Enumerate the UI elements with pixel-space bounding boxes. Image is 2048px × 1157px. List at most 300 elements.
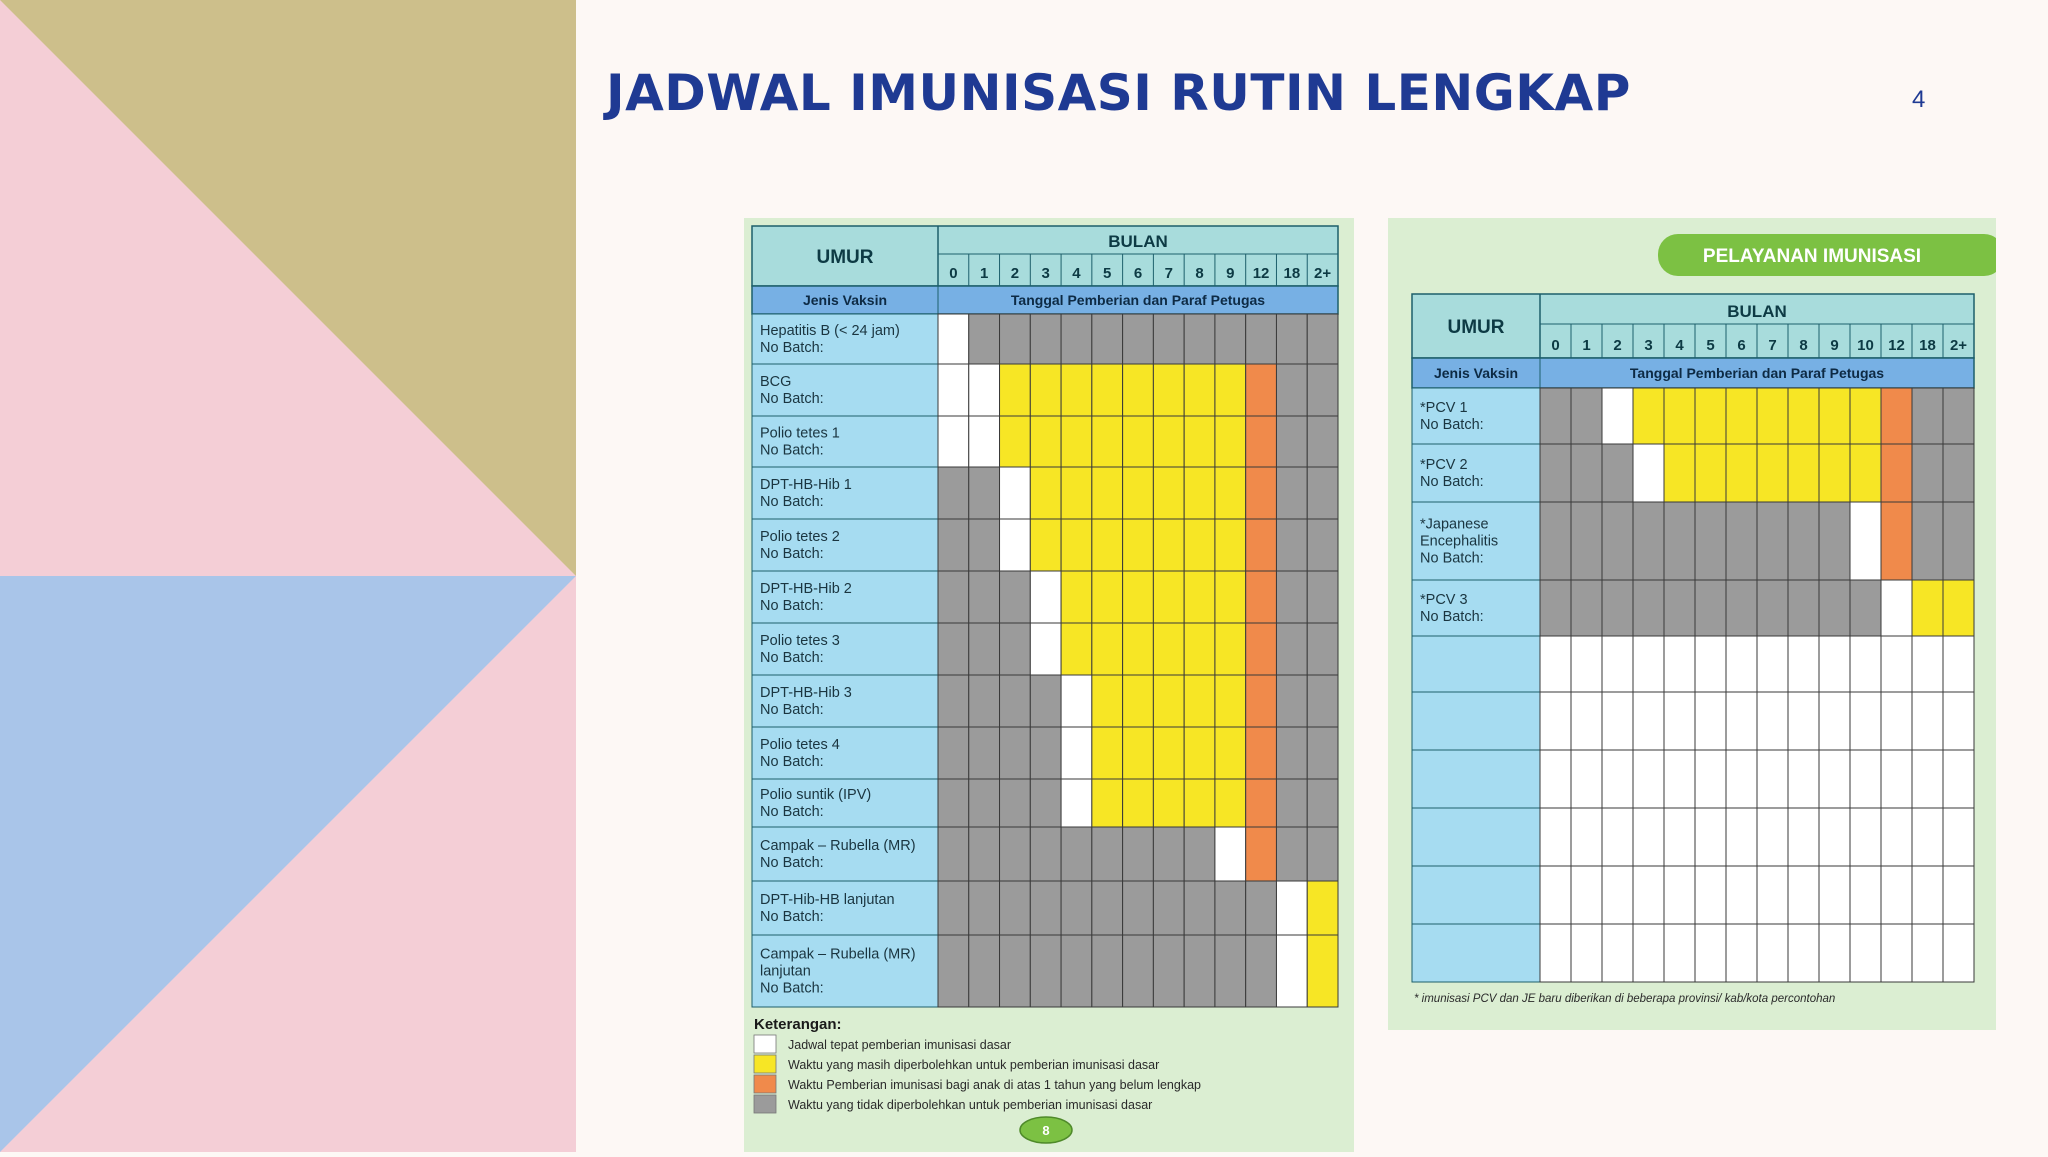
schedule-cell [1000,779,1031,827]
schedule-cell [1215,364,1246,416]
schedule-cell [1912,388,1943,444]
schedule-cell [1633,502,1664,580]
schedule-cell [1061,881,1092,935]
schedule-cell [1061,779,1092,827]
schedule-cell [1246,364,1277,416]
schedule-cell [1307,935,1338,1007]
schedule-cell [1943,692,1974,750]
schedule-cell [1943,924,1974,982]
schedule-cell [969,623,1000,675]
schedule-cell [1123,827,1154,881]
schedule-cell [1571,388,1602,444]
schedule-cell [1000,675,1031,727]
schedule-cell [1153,467,1184,519]
schedule-cell [1215,623,1246,675]
schedule-cell [1215,314,1246,364]
schedule-cell [1757,388,1788,444]
schedule-cell [1602,580,1633,636]
vaccine-name: Polio suntik (IPV) [760,787,872,803]
vaccine-name: Polio tetes 4 [760,737,840,753]
schedule-cell [1726,388,1757,444]
schedule-cell [1695,636,1726,692]
vaccine-label-cell [1412,866,1540,924]
slide-number: 4 [1912,86,1926,113]
schedule-cell [1943,502,1974,580]
schedule-cell [1540,636,1571,692]
vaccine-label-cell [752,467,938,519]
schedule-cell [1215,571,1246,623]
schedule-cell [938,416,969,467]
schedule-cell [1602,692,1633,750]
schedule-cell [969,675,1000,727]
schedule-cell [1215,827,1246,881]
schedule-cell [1000,416,1031,467]
schedule-cell [1030,727,1061,779]
schedule-cell [1246,519,1277,571]
legend-swatch [754,1095,776,1113]
month-label: 8 [1799,337,1808,354]
schedule-cell [1633,692,1664,750]
vaccine-name: No Batch: [760,804,824,820]
schedule-cell [938,467,969,519]
schedule-cell [1000,364,1031,416]
schedule-cell [1850,924,1881,982]
schedule-cell [1850,866,1881,924]
schedule-cell [1061,519,1092,571]
schedule-cell [1307,364,1338,416]
schedule-cell [1571,750,1602,808]
schedule-cell [1664,580,1695,636]
schedule-cell [1092,779,1123,827]
schedule-cell [1123,675,1154,727]
schedule-cell [1571,692,1602,750]
schedule-cell [1000,467,1031,519]
legend-swatch [754,1055,776,1073]
schedule-cell [1540,924,1571,982]
schedule-cell [938,623,969,675]
vaccine-label-cell [752,416,938,467]
month-label: 9 [1226,265,1235,282]
vaccine-name: No Batch: [760,650,824,666]
month-label: 3 [1041,265,1050,282]
schedule-cell [1602,924,1633,982]
schedule-cell [1092,727,1123,779]
schedule-cell [1633,580,1664,636]
schedule-cell [1184,827,1215,881]
schedule-cell [1123,935,1154,1007]
schedule-cell [1184,675,1215,727]
schedule-cell [1757,750,1788,808]
schedule-cell [1092,416,1123,467]
schedule-cell [1030,519,1061,571]
vaccine-name: No Batch: [760,494,824,510]
schedule-cell [1061,314,1092,364]
schedule-cell [1912,750,1943,808]
vaccine-name: No Batch: [760,855,824,871]
vaccine-name: No Batch: [760,546,824,562]
schedule-cell [1881,580,1912,636]
schedule-cell [1061,827,1092,881]
schedule-cell [1850,692,1881,750]
month-label: 3 [1644,337,1653,354]
vaccine-label-cell [752,623,938,675]
schedule-cell [1246,779,1277,827]
schedule-cell [1912,924,1943,982]
schedule-cell [938,675,969,727]
schedule-cell [1912,866,1943,924]
schedule-cell [1000,571,1031,623]
schedule-cell [1215,467,1246,519]
keterangan-label: Keterangan: [754,1016,842,1033]
schedule-cell [1184,935,1215,1007]
schedule-cell [1602,750,1633,808]
schedule-cell [1819,580,1850,636]
bulan-label: BULAN [1108,232,1168,251]
schedule-cell [1943,866,1974,924]
vaccine-label-cell [1412,692,1540,750]
schedule-cell [1881,388,1912,444]
schedule-cell [1881,444,1912,502]
schedule-cell [1246,416,1277,467]
schedule-cell [1000,314,1031,364]
schedule-cell [1184,314,1215,364]
schedule-cell [1092,519,1123,571]
month-label: 2+ [1949,337,1968,354]
vaccine-name: DPT-HB-Hib 2 [760,581,852,597]
schedule-cell [1061,364,1092,416]
schedule-cell [1726,750,1757,808]
schedule-cell [1092,364,1123,416]
schedule-cell [938,727,969,779]
schedule-cell [1819,692,1850,750]
schedule-cell [1540,692,1571,750]
schedule-cell [969,571,1000,623]
vaccine-name: No Batch: [1420,474,1484,490]
schedule-table-right [1388,218,1996,1030]
vaccine-name: Encephalitis [1420,533,1499,550]
schedule-cell [1912,444,1943,502]
schedule-cell [1246,314,1277,364]
schedule-cell [1726,866,1757,924]
schedule-cell [1757,866,1788,924]
schedule-cell [1819,866,1850,924]
bulan-label: BULAN [1727,302,1787,321]
schedule-cell [1571,636,1602,692]
vaccine-name: No Batch: [760,702,824,718]
schedule-cell [1571,808,1602,866]
schedule-cell [1695,388,1726,444]
schedule-cell [1307,571,1338,623]
vaccine-name: No Batch: [760,442,824,459]
schedule-cell [1215,416,1246,467]
month-label: 2 [1613,337,1622,354]
schedule-cell [1123,314,1154,364]
schedule-cell [1602,388,1633,444]
legend-swatch [754,1035,776,1053]
schedule-cell [1788,580,1819,636]
schedule-cell [1276,314,1307,364]
schedule-cell [1695,580,1726,636]
schedule-cell [1153,779,1184,827]
month-label: 0 [1551,337,1560,354]
schedule-cell [1633,444,1664,502]
schedule-card-left [744,218,1354,1152]
vaccine-name: Polio tetes 3 [760,633,840,649]
month-label: 4 [1072,265,1081,282]
schedule-cell [1061,623,1092,675]
schedule-cell [938,364,969,416]
schedule-cell [1633,750,1664,808]
schedule-cell [938,314,969,364]
schedule-cell [1757,636,1788,692]
schedule-cell [1184,881,1215,935]
vaccine-label-cell [752,314,938,364]
vaccine-name: DPT-HB-Hib 1 [760,477,852,493]
legend-text: Waktu yang tidak diperbolehkan untuk pemberian imunisasi dasar [788,1098,1153,1112]
vaccine-name: Polio tetes 2 [760,529,840,545]
schedule-cell [1571,444,1602,502]
schedule-cell [1153,571,1184,623]
schedule-cell [1123,881,1154,935]
month-label: 9 [1830,337,1839,354]
schedule-cell [1030,314,1061,364]
schedule-cell [1030,827,1061,881]
section-badge-label: PELAYANAN IMUNISASI [1702,246,1922,267]
vaccine-label-cell [1412,636,1540,692]
legend-text: Waktu Pemberian imunisasi bagi anak di atas 1 tahun yang belum lengkap [788,1078,1201,1092]
schedule-cell [1215,727,1246,779]
schedule-cell [1184,467,1215,519]
schedule-cell [1153,881,1184,935]
vaccine-label-cell [752,519,938,571]
vaccine-label-cell [752,827,938,881]
schedule-cell [1184,623,1215,675]
schedule-cell [1092,881,1123,935]
schedule-cell [969,779,1000,827]
schedule-cell [1633,636,1664,692]
schedule-cell [969,416,1000,467]
schedule-cell [1819,444,1850,502]
schedule-cell [1819,808,1850,866]
schedule-cell [969,935,1000,1007]
schedule-cell [1819,388,1850,444]
vaccine-label-cell [752,364,938,416]
schedule-cell [1030,467,1061,519]
month-label: 7 [1768,337,1777,354]
schedule-cell [1850,636,1881,692]
vaccine-label-cell [1412,808,1540,866]
schedule-cell [1307,881,1338,935]
jenis-vaksin-label: Jenis Vaksin [1433,365,1519,381]
schedule-cell [1246,467,1277,519]
schedule-cell [1092,623,1123,675]
schedule-cell [1850,502,1881,580]
vaccine-name: No Batch: [760,340,824,356]
schedule-cell [1912,636,1943,692]
schedule-cell [1123,727,1154,779]
vaccine-name: *PCV 2 [1420,457,1468,473]
schedule-cell [1788,750,1819,808]
schedule-cell [1819,750,1850,808]
schedule-cell [1276,675,1307,727]
schedule-cell [1061,675,1092,727]
schedule-cell [1788,866,1819,924]
schedule-cell [1726,580,1757,636]
schedule-cell [1307,519,1338,571]
schedule-cell [1092,935,1123,1007]
schedule-cell [1307,416,1338,467]
schedule-cell [1850,808,1881,866]
schedule-cell [1153,623,1184,675]
vaccine-name: Campak – Rubella (MR) [760,946,916,963]
schedule-cell [1276,364,1307,416]
month-label: 18 [1919,337,1936,354]
legend-text: Jadwal tepat pemberian imunisasi dasar [788,1038,1012,1052]
schedule-cell [1184,416,1215,467]
schedule-cell [1695,924,1726,982]
schedule-cell [1695,692,1726,750]
schedule-cell [1726,502,1757,580]
schedule-cell [1092,571,1123,623]
month-label: 12 [1888,337,1905,354]
schedule-cell [1276,779,1307,827]
schedule-cell [1912,502,1943,580]
schedule-cell [1276,571,1307,623]
schedule-cell [1602,808,1633,866]
schedule-cell [1757,580,1788,636]
schedule-cell [1757,502,1788,580]
schedule-cell [1307,675,1338,727]
schedule-cell [1000,881,1031,935]
footnote: * imunisasi PCV dan JE baru diberikan di beberapa provinsi/ kab/kota percontohan [1414,993,1836,1005]
schedule-cell [1153,364,1184,416]
vaccine-label-cell [1412,750,1540,808]
month-label: 4 [1675,337,1684,354]
schedule-cell [1850,388,1881,444]
schedule-cell [1757,808,1788,866]
month-label: 2 [1010,265,1020,282]
schedule-cell [1123,519,1154,571]
schedule-cell [1602,866,1633,924]
schedule-cell [1912,692,1943,750]
month-label: 12 [1252,265,1270,282]
schedule-cell [1726,444,1757,502]
schedule-cell [1664,866,1695,924]
vaccine-label-cell [752,675,938,727]
schedule-cell [1695,866,1726,924]
schedule-cell [1030,779,1061,827]
month-label: 10 [1857,337,1874,354]
month-label: 0 [949,265,958,282]
schedule-cell [1123,467,1154,519]
schedule-cell [969,364,1000,416]
schedule-cell [1881,808,1912,866]
schedule-cell [1912,808,1943,866]
schedule-cell [1757,444,1788,502]
schedule-cell [1943,388,1974,444]
schedule-cell [1030,675,1061,727]
schedule-cell [1307,727,1338,779]
schedule-cell [1726,636,1757,692]
schedule-cell [1881,692,1912,750]
schedule-cell [1276,467,1307,519]
schedule-cell [1153,675,1184,727]
schedule-cell [1215,779,1246,827]
schedule-cell [1571,502,1602,580]
schedule-cell [1123,571,1154,623]
schedule-cell [1726,808,1757,866]
schedule-cell [969,314,1000,364]
schedule-cell [1153,416,1184,467]
schedule-cell [969,827,1000,881]
schedule-cell [1695,502,1726,580]
schedule-cell [1571,866,1602,924]
schedule-cell [1943,444,1974,502]
tanggal-label: Tanggal Pemberian dan Paraf Petugas [1010,292,1266,308]
month-label: 2+ [1314,265,1332,282]
schedule-table-left [744,218,1354,1152]
schedule-cell [1061,571,1092,623]
schedule-cell [1757,692,1788,750]
schedule-cell [1276,416,1307,467]
month-label: 1 [979,265,989,282]
schedule-cell [1912,580,1943,636]
schedule-cell [1633,924,1664,982]
schedule-cell [1788,444,1819,502]
schedule-cell [1850,444,1881,502]
schedule-cell [1215,675,1246,727]
schedule-cell [1246,727,1277,779]
schedule-cell [1246,935,1277,1007]
umur-label: UMUR [1447,317,1505,338]
schedule-cell [1881,750,1912,808]
schedule-cell [1276,827,1307,881]
schedule-cell [1726,924,1757,982]
schedule-cell [1943,580,1974,636]
schedule-cell [1153,827,1184,881]
vaccine-name: lanjutan [760,963,811,980]
month-label: 5 [1103,265,1112,282]
vaccine-name: No Batch: [1420,609,1484,625]
schedule-cell [1664,692,1695,750]
schedule-cell [1943,808,1974,866]
schedule-cell [969,727,1000,779]
schedule-cell [1540,750,1571,808]
schedule-cell [1092,675,1123,727]
vaccine-name: No Batch: [760,754,824,770]
schedule-cell [1695,750,1726,808]
schedule-cell [1061,727,1092,779]
schedule-cell [1307,623,1338,675]
schedule-cell [1540,866,1571,924]
schedule-cell [1246,571,1277,623]
vaccine-name: *PCV 1 [1420,400,1468,416]
schedule-cell [1123,364,1154,416]
schedule-cell [1030,623,1061,675]
vaccine-name: No Batch: [760,980,824,997]
schedule-cell [938,935,969,1007]
schedule-cell [1123,779,1154,827]
vaccine-name: No Batch: [760,909,824,925]
schedule-cell [1246,881,1277,935]
schedule-cell [1030,571,1061,623]
schedule-cell [969,881,1000,935]
schedule-cell [1881,866,1912,924]
schedule-cell [1092,827,1123,881]
schedule-cell [1184,571,1215,623]
schedule-cell [1664,636,1695,692]
schedule-cell [1664,924,1695,982]
